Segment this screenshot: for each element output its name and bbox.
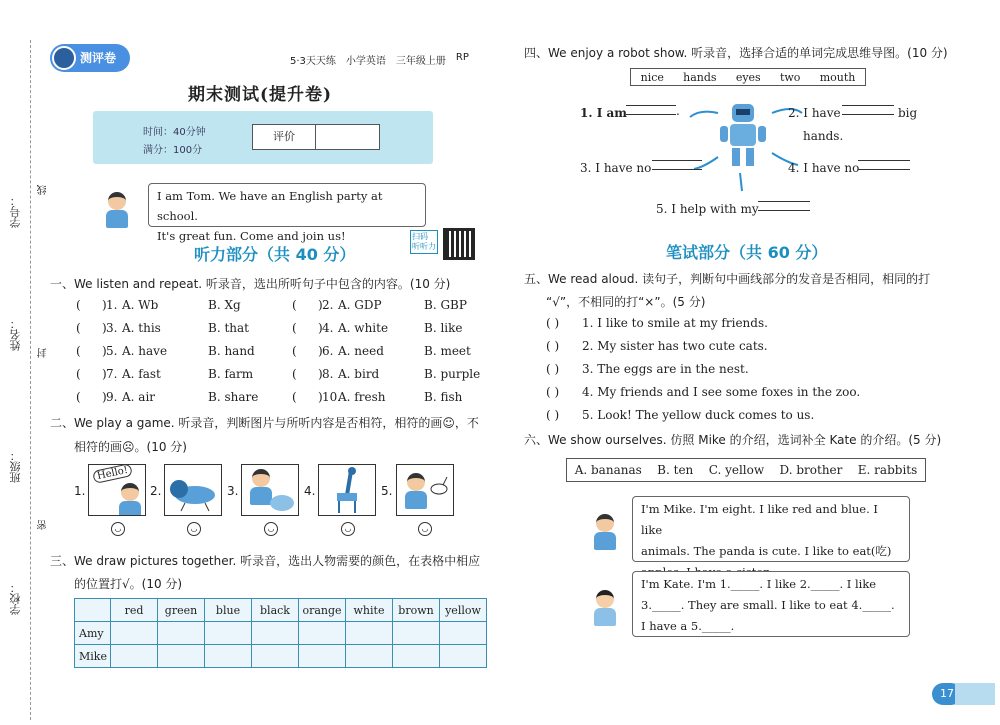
table-corner xyxy=(75,599,111,622)
answer-bracket-close: ) xyxy=(318,298,323,312)
kate-line-2: 3._____. They are small. I like to eat 4._____. xyxy=(641,598,895,612)
edition-name: RP xyxy=(455,52,469,63)
sentence: 4. My friends and I see some foxes in the zoo. xyxy=(582,385,861,399)
item-number: 7. xyxy=(106,367,118,381)
answer-bracket[interactable]: ( xyxy=(292,321,297,335)
q1-item[interactable] xyxy=(76,367,253,381)
school-label: 学校： xyxy=(9,582,22,615)
answer-cell[interactable] xyxy=(158,622,205,645)
qr-code-icon[interactable] xyxy=(443,228,475,260)
item-number: 3. xyxy=(106,321,118,335)
kate-line-1: I'm Kate. I'm 1._____. I like 2._____. I like xyxy=(641,577,877,591)
sentence: 2. My sister has two cute cats. xyxy=(582,339,768,353)
q2-num-5: 5. xyxy=(381,484,393,498)
answer-cell[interactable] xyxy=(299,645,346,668)
kate-bubble[interactable] xyxy=(632,571,910,637)
q1-item[interactable] xyxy=(292,390,462,404)
item-number: 8. xyxy=(322,367,334,381)
q3-title-cont: 的位置打√。(10 分) xyxy=(74,577,183,591)
color-header: blue xyxy=(205,599,252,622)
option-b: B. farm xyxy=(208,367,254,381)
answer-cell[interactable] xyxy=(205,622,252,645)
answer-bracket[interactable]: ( ) xyxy=(546,408,560,422)
q4-sentence-3: 3. I have no xyxy=(580,161,652,175)
q2-picture-4 xyxy=(318,464,376,516)
option-b: B. purple xyxy=(424,367,481,381)
answer-bracket-close: ) xyxy=(318,321,323,335)
answer-bracket[interactable]: ( xyxy=(292,390,297,404)
option-b: B. hand xyxy=(208,344,255,358)
answer-cell[interactable] xyxy=(252,645,299,668)
answer-bracket[interactable]: ( xyxy=(76,367,81,381)
q1-item[interactable] xyxy=(76,344,255,358)
q2-title: 二、We play a game. 听录音，判断图片与所听内容是否相符，相符的画☺，不 xyxy=(50,416,479,430)
item-number: 9. xyxy=(106,390,118,404)
option-e: E. rabbits xyxy=(857,463,918,477)
lion-picture xyxy=(165,465,222,516)
hello-bubble: Hello! xyxy=(92,464,133,484)
q1-item[interactable] xyxy=(292,367,480,381)
item-number: 5. xyxy=(106,344,118,358)
kate-line-3: I have a 5._____. xyxy=(641,619,735,633)
color-header: orange xyxy=(299,599,346,622)
answer-cell[interactable] xyxy=(440,645,487,668)
answer-bracket-close: ) xyxy=(318,390,323,404)
q4-sentence-2: 2. I have xyxy=(788,106,841,120)
option-b: B. Xg xyxy=(208,298,241,312)
answer-bracket[interactable]: ( xyxy=(76,390,81,404)
seal-char: 封 xyxy=(38,348,49,358)
q2-picture-5 xyxy=(396,464,454,516)
qr-caption-1: 扫码 xyxy=(412,232,428,241)
answer-bracket[interactable]: ( xyxy=(292,298,297,312)
option-b: B. ten xyxy=(657,463,694,477)
color-header: green xyxy=(158,599,205,622)
color-header: yellow xyxy=(440,599,487,622)
q1-item[interactable] xyxy=(292,298,467,312)
q4-blanks-1[interactable] xyxy=(626,97,676,115)
option-a: A. bird xyxy=(338,367,380,381)
word-two: two xyxy=(779,70,801,84)
q4-sentence-2c: hands. xyxy=(803,129,844,143)
option-b: B. meet xyxy=(424,344,471,358)
line-char: 线 xyxy=(38,185,49,195)
item-number: 10. xyxy=(322,390,342,404)
intro-line-1: I am Tom. We have an English party at school. xyxy=(157,189,383,223)
page-number: 17 xyxy=(932,683,962,705)
pet-picture xyxy=(242,465,299,516)
grade-name: 三年级上册 xyxy=(395,56,446,67)
kate-figure xyxy=(592,590,618,626)
option-a: A. fast xyxy=(122,367,161,381)
answer-bracket[interactable]: ( ) xyxy=(546,362,560,376)
answer-cell[interactable] xyxy=(111,622,158,645)
tom-figure xyxy=(104,192,130,228)
q1-title: 一、We listen and repeat. 听录音，选出所听句子中包含的内容。(10 分) xyxy=(50,277,451,291)
answer-cell[interactable] xyxy=(393,622,440,645)
q2-picture-3 xyxy=(241,464,299,516)
eval-field[interactable] xyxy=(316,125,379,149)
q1-item[interactable] xyxy=(76,321,249,335)
student-number-label: 学号： xyxy=(9,195,22,228)
q4-sentence-5: 5. I help with my xyxy=(656,202,759,216)
option-a: A. air xyxy=(122,390,156,404)
row-label-amy: Amy xyxy=(75,622,111,645)
q5-item[interactable] xyxy=(546,385,860,399)
row-label-mike: Mike xyxy=(75,645,111,668)
q1-item[interactable] xyxy=(76,298,241,312)
test-badge xyxy=(50,44,130,72)
answer-cell[interactable] xyxy=(158,645,205,668)
option-c: C. yellow xyxy=(708,463,765,477)
q5-item[interactable] xyxy=(546,362,749,376)
q6-title: 六、We show ourselves. 仿照 Mike 的介绍，选词补全 Kate 的介绍。(5 分) xyxy=(524,433,942,447)
cut-line xyxy=(30,40,31,720)
item-number: 1. xyxy=(106,298,118,312)
option-a: A. fresh xyxy=(338,390,386,404)
time-limit: 时间：40分钟 xyxy=(143,127,206,138)
answer-face-2[interactable]: ◡ xyxy=(187,522,201,536)
q2-num-2: 2. xyxy=(150,484,162,498)
qr-caption xyxy=(410,230,438,254)
intro-line-2: It's great fun. Come and join us! xyxy=(157,229,346,243)
word-nice: nice xyxy=(640,70,664,84)
option-a: A. need xyxy=(338,344,384,358)
badge-text: 测评卷 xyxy=(80,51,117,65)
word-mouth: mouth xyxy=(819,70,856,84)
answer-bracket[interactable]: ( xyxy=(76,298,81,312)
binding-margin xyxy=(0,0,48,725)
answer-cell[interactable] xyxy=(252,622,299,645)
mike-line-1: I'm Mike. I'm eight. I like red and blue. I like xyxy=(641,502,878,537)
answer-bracket[interactable]: ( ) xyxy=(546,316,560,330)
boy-figure xyxy=(117,483,143,516)
answer-bracket[interactable]: ( ) xyxy=(546,339,560,353)
option-a: A. white xyxy=(338,321,389,335)
answer-cell[interactable] xyxy=(346,622,393,645)
q4-blanks-4[interactable] xyxy=(858,152,910,170)
option-b: B. that xyxy=(208,321,249,335)
answer-cell[interactable] xyxy=(440,622,487,645)
answer-face-3[interactable]: ◡ xyxy=(264,522,278,536)
color-header: white xyxy=(346,599,393,622)
word-box xyxy=(630,68,866,86)
answer-cell[interactable] xyxy=(205,645,252,668)
color-header: black xyxy=(252,599,299,622)
q1-item[interactable] xyxy=(292,321,463,335)
secret-char: 密 xyxy=(38,520,49,530)
answer-bracket[interactable]: ( ) xyxy=(546,385,560,399)
sentence: 5. Look! The yellow duck comes to us. xyxy=(582,408,815,422)
q3-title: 三、We draw pictures together. 听录音，选出人物需要的颜色，在表格中相应 xyxy=(50,554,481,568)
answer-bracket-close: ) xyxy=(102,390,107,404)
mike-line-2: animals. The panda is cute. I like to eat(吃) xyxy=(641,544,892,558)
rabbit-picture xyxy=(397,465,454,516)
option-a: A. GDP xyxy=(338,298,382,312)
q5-title-cont: “√”，不相同的打“×”。(5 分) xyxy=(546,295,706,309)
answer-bracket[interactable]: ( xyxy=(76,344,81,358)
q2-picture-1 xyxy=(88,464,146,516)
q4-period-1: . xyxy=(676,104,680,118)
answer-bracket-close: ) xyxy=(102,321,107,335)
color-header: brown xyxy=(393,599,440,622)
color-table xyxy=(74,598,487,668)
q1-item[interactable] xyxy=(76,390,258,404)
answer-bracket-close: ) xyxy=(102,367,107,381)
q4-sentence-1 xyxy=(580,106,627,120)
q2-title-cont: 相符的画☹。(10 分) xyxy=(74,440,187,454)
answer-cell[interactable] xyxy=(393,645,440,668)
option-a: A. Wb xyxy=(122,298,159,312)
q5-item[interactable] xyxy=(546,408,814,422)
option-a: A. have xyxy=(122,344,168,358)
item-number: 2. xyxy=(322,298,334,312)
option-b: B. GBP xyxy=(424,298,467,312)
option-a: A. bananas xyxy=(574,463,642,477)
answer-cell[interactable] xyxy=(111,645,158,668)
answer-bracket[interactable]: ( xyxy=(292,344,297,358)
class-label: 班级： xyxy=(9,450,22,483)
q5-item[interactable] xyxy=(546,316,768,330)
q1-item[interactable] xyxy=(292,344,471,358)
answer-bracket-close: ) xyxy=(102,298,107,312)
listening-section-title: 听力部分（共 40 分） xyxy=(194,245,356,264)
q4-blanks-5[interactable] xyxy=(758,193,810,211)
q5-title: 五、We read aloud. 读句子，判断句中画线部分的发音是否相同，相同的打 xyxy=(524,272,931,286)
qr-caption-2: 听听力 xyxy=(412,242,436,251)
answer-cell[interactable] xyxy=(299,622,346,645)
answer-face-1[interactable]: ◡ xyxy=(111,522,125,536)
s1-text: 1. I am xyxy=(580,106,627,120)
option-d: D. brother xyxy=(779,463,843,477)
q4-sentence-2b: big xyxy=(898,106,918,120)
writing-section-title: 笔试部分（共 60 分） xyxy=(666,243,828,262)
word-hands: hands xyxy=(683,70,717,84)
answer-bracket[interactable]: ( xyxy=(292,367,297,381)
mascot-icon xyxy=(52,46,76,70)
running-header xyxy=(290,52,469,67)
answer-cell[interactable] xyxy=(346,645,393,668)
item-number: 4. xyxy=(322,321,334,335)
page-tab xyxy=(955,683,995,705)
eval-label: 评价 xyxy=(253,125,316,149)
answer-bracket-close: ) xyxy=(318,344,323,358)
option-b: B. share xyxy=(208,390,259,404)
answer-bracket-close: ) xyxy=(318,367,323,381)
q5-item[interactable] xyxy=(546,339,768,353)
page-title: 期末测试(提升卷) xyxy=(187,85,333,105)
answer-face-5[interactable]: ◡ xyxy=(418,522,432,536)
q4-sentence-4: 4. I have no xyxy=(788,161,860,175)
option-a: A. this xyxy=(122,321,161,335)
answer-face-4[interactable]: ◡ xyxy=(341,522,355,536)
mike-bubble xyxy=(632,496,910,562)
sentence: 1. I like to smile at my friends. xyxy=(582,316,768,330)
q2-num-4: 4. xyxy=(304,484,316,498)
q4-title: 四、We enjoy a robot show. 听录音，选择合适的单词完成思维导图。(10 分) xyxy=(524,46,948,60)
mike-figure xyxy=(592,514,618,550)
option-b: B. fish xyxy=(424,390,463,404)
sentence: 3. The eggs are in the nest. xyxy=(582,362,749,376)
option-b: B. like xyxy=(424,321,463,335)
q6-options xyxy=(566,458,926,482)
color-header: red xyxy=(111,599,158,622)
answer-bracket[interactable]: ( xyxy=(76,321,81,335)
series-name: 5·3天天练 xyxy=(290,56,336,67)
full-score: 满分：100分 xyxy=(143,145,203,156)
subject-name: 小学英语 xyxy=(345,56,386,67)
q2-picture-2 xyxy=(164,464,222,516)
word-eyes: eyes xyxy=(735,70,761,84)
q2-num-3: 3. xyxy=(227,484,239,498)
giraffe-picture xyxy=(319,465,376,516)
q2-num-1: 1. xyxy=(74,484,86,498)
item-number: 6. xyxy=(322,344,334,358)
answer-bracket-close: ) xyxy=(102,344,107,358)
q4-blanks-2[interactable] xyxy=(842,97,894,115)
eval-box[interactable] xyxy=(252,124,380,150)
name-label: 姓名： xyxy=(9,318,22,351)
q4-blanks-3[interactable] xyxy=(652,152,702,170)
